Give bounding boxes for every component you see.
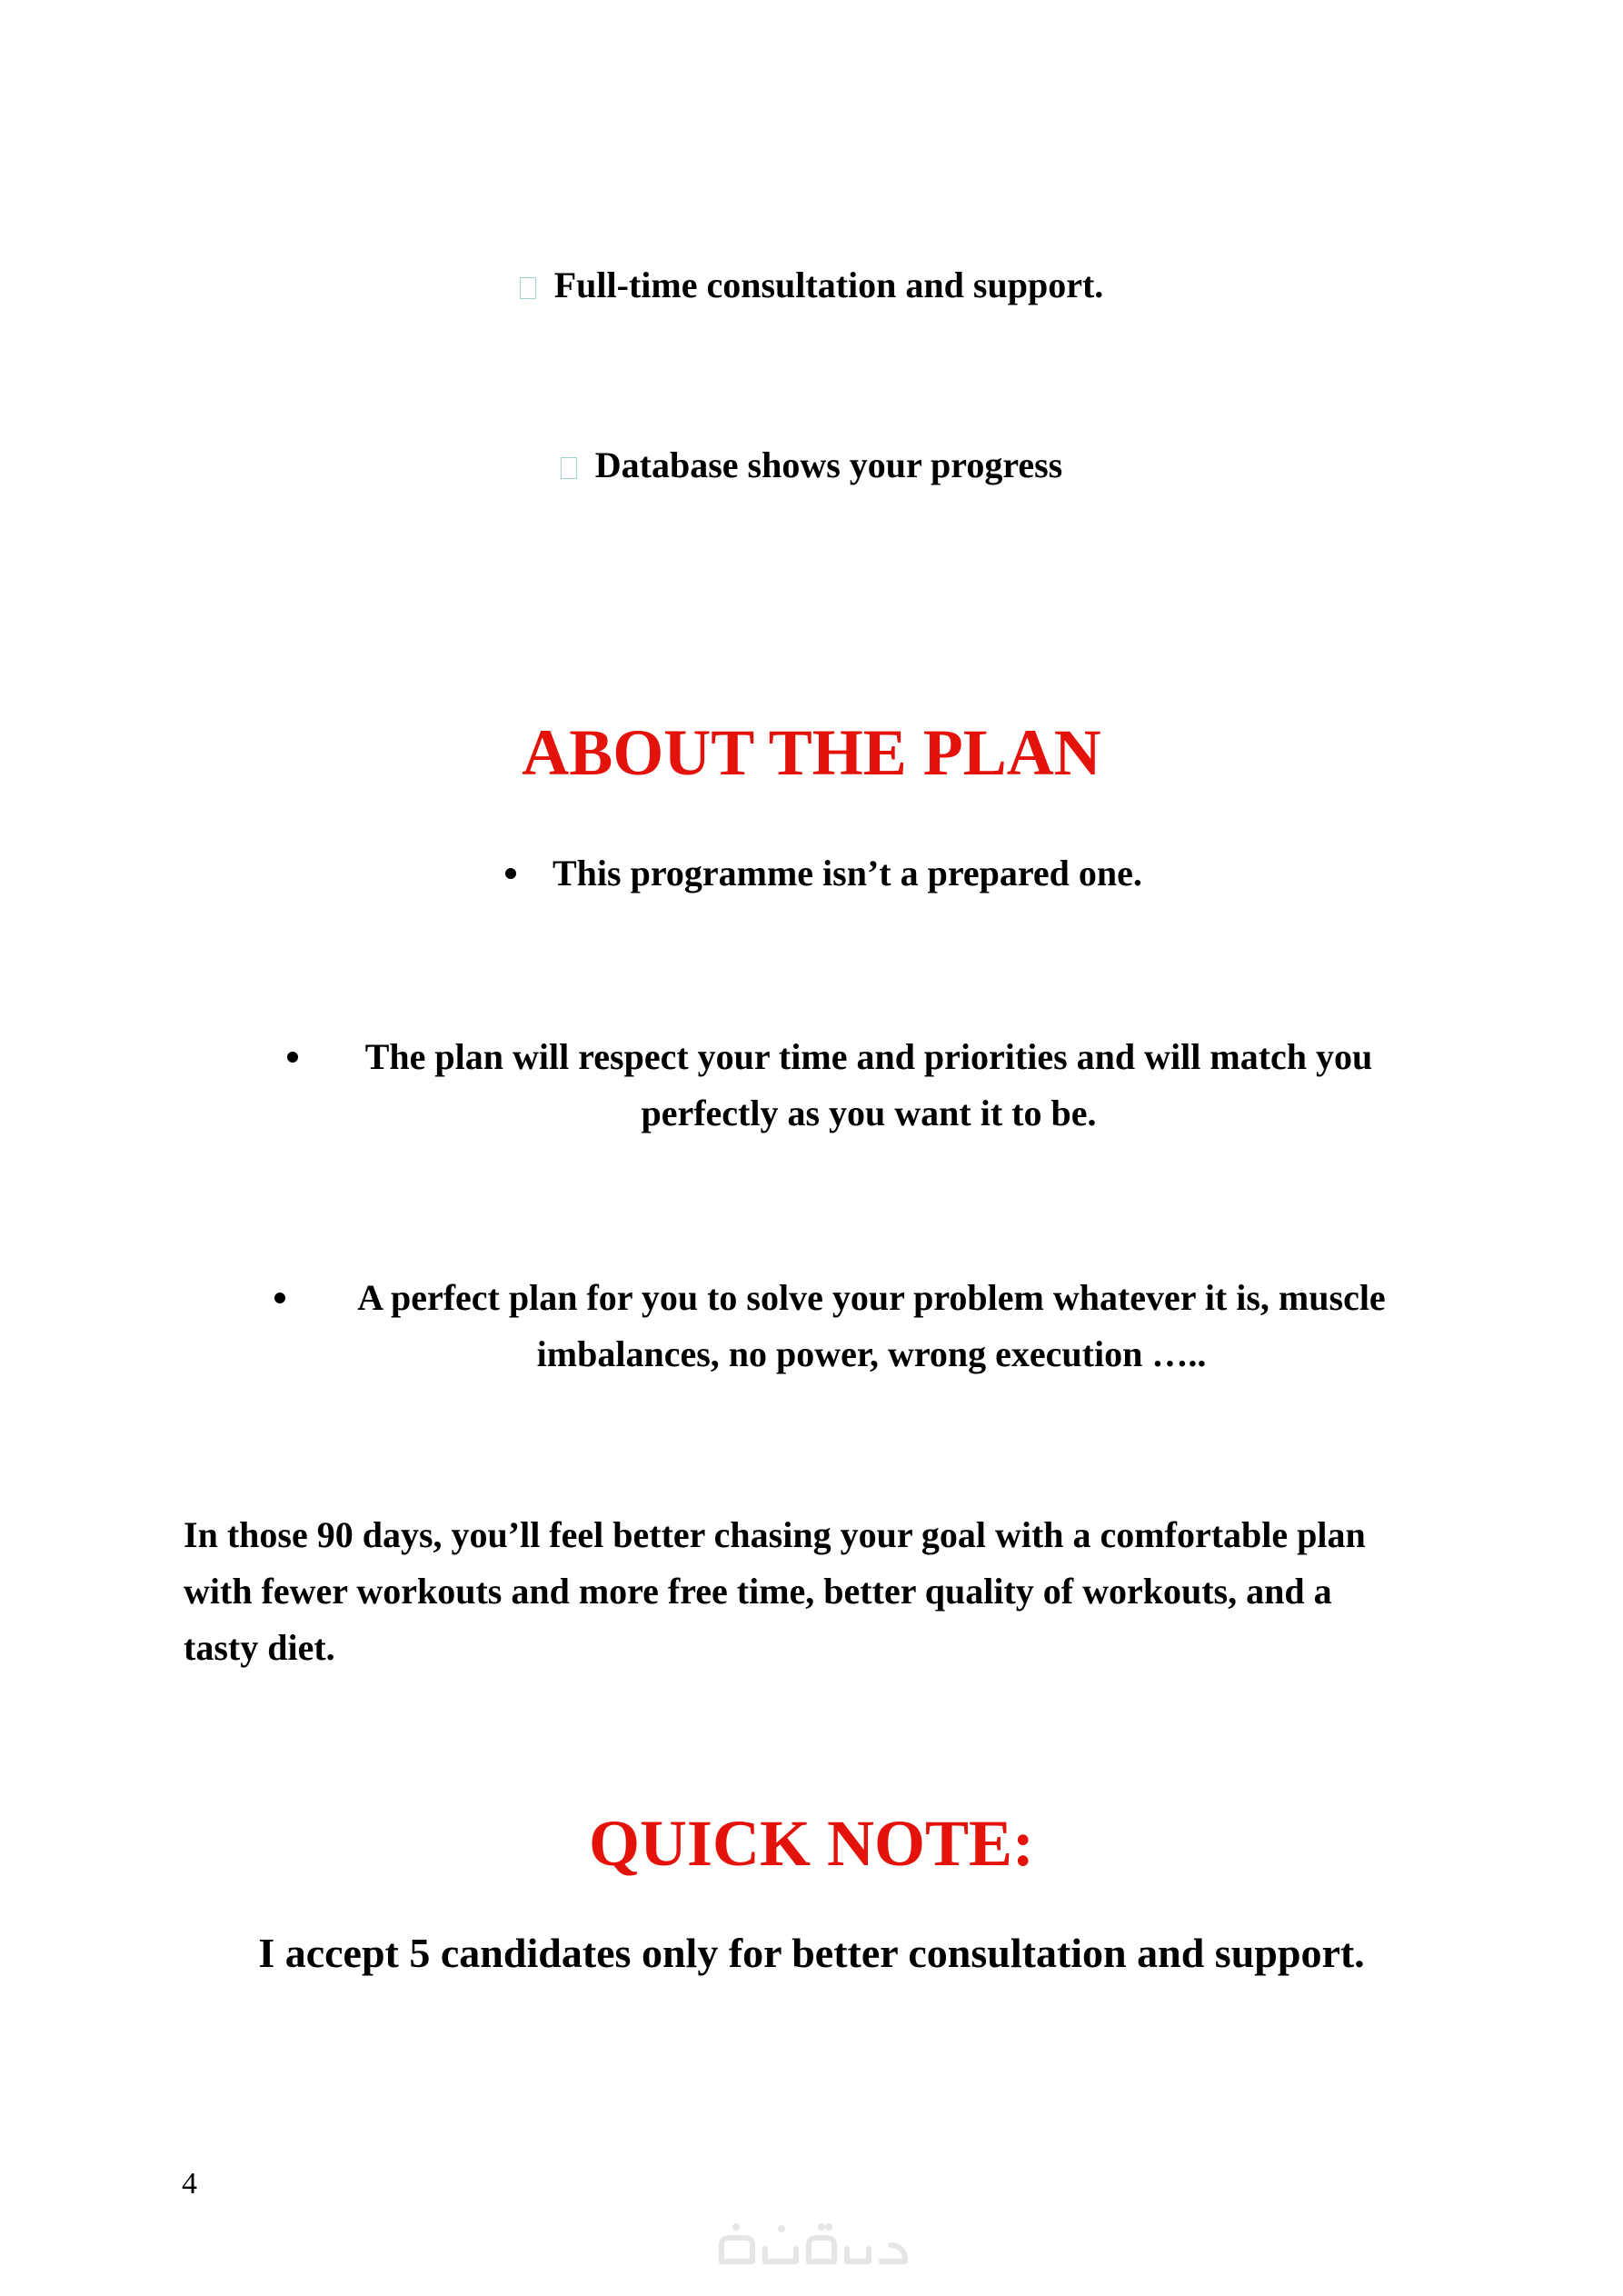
checkbox-bullet-icon bbox=[561, 457, 577, 479]
about-paragraph bbox=[184, 1507, 1456, 1676]
bullet-text: imbalances, no power, wrong execution ….. bbox=[536, 1333, 1207, 1374]
quick-note-heading: QUICK NOTE: bbox=[588, 1807, 1035, 1880]
about-bullet bbox=[553, 845, 1142, 902]
watermark-logo bbox=[709, 2214, 918, 2278]
bullet-dot-icon bbox=[287, 1052, 298, 1063]
bullet-dot-icon bbox=[274, 1293, 285, 1303]
paragraph-line: with fewer workouts and more free time, better quality of workouts, and a bbox=[184, 1571, 1332, 1612]
bullet-text: This programme isn’t a prepared one. bbox=[553, 853, 1142, 893]
about-heading: ABOUT THE PLAN bbox=[522, 716, 1101, 789]
feature-text: Full-time consultation and support. bbox=[553, 265, 1104, 305]
bullet-text: The plan will respect your time and priorities and will match you bbox=[364, 1036, 1373, 1077]
feature-line bbox=[0, 444, 1623, 486]
bullet-text: perfectly as you want it to be. bbox=[641, 1093, 1097, 1133]
bullet-text: A perfect plan for you to solve your problem whatever it is, muscle bbox=[357, 1277, 1386, 1318]
bullet-dot-icon bbox=[505, 868, 516, 879]
checkbox-bullet-icon bbox=[520, 277, 536, 299]
quick-note-text: I accept 5 candidates only for better consultation and support. bbox=[258, 1930, 1365, 1976]
about-bullet bbox=[320, 1270, 1423, 1383]
page-number: 4 bbox=[182, 2167, 197, 2201]
feature-text: Database shows your progress bbox=[594, 444, 1063, 485]
paragraph-line: tasty diet. bbox=[184, 1627, 335, 1668]
paragraph-line: In those 90 days, you’ll feel better chasing your goal with a comfortable plan bbox=[184, 1514, 1366, 1555]
about-bullet bbox=[333, 1029, 1405, 1142]
feature-line bbox=[0, 264, 1623, 306]
